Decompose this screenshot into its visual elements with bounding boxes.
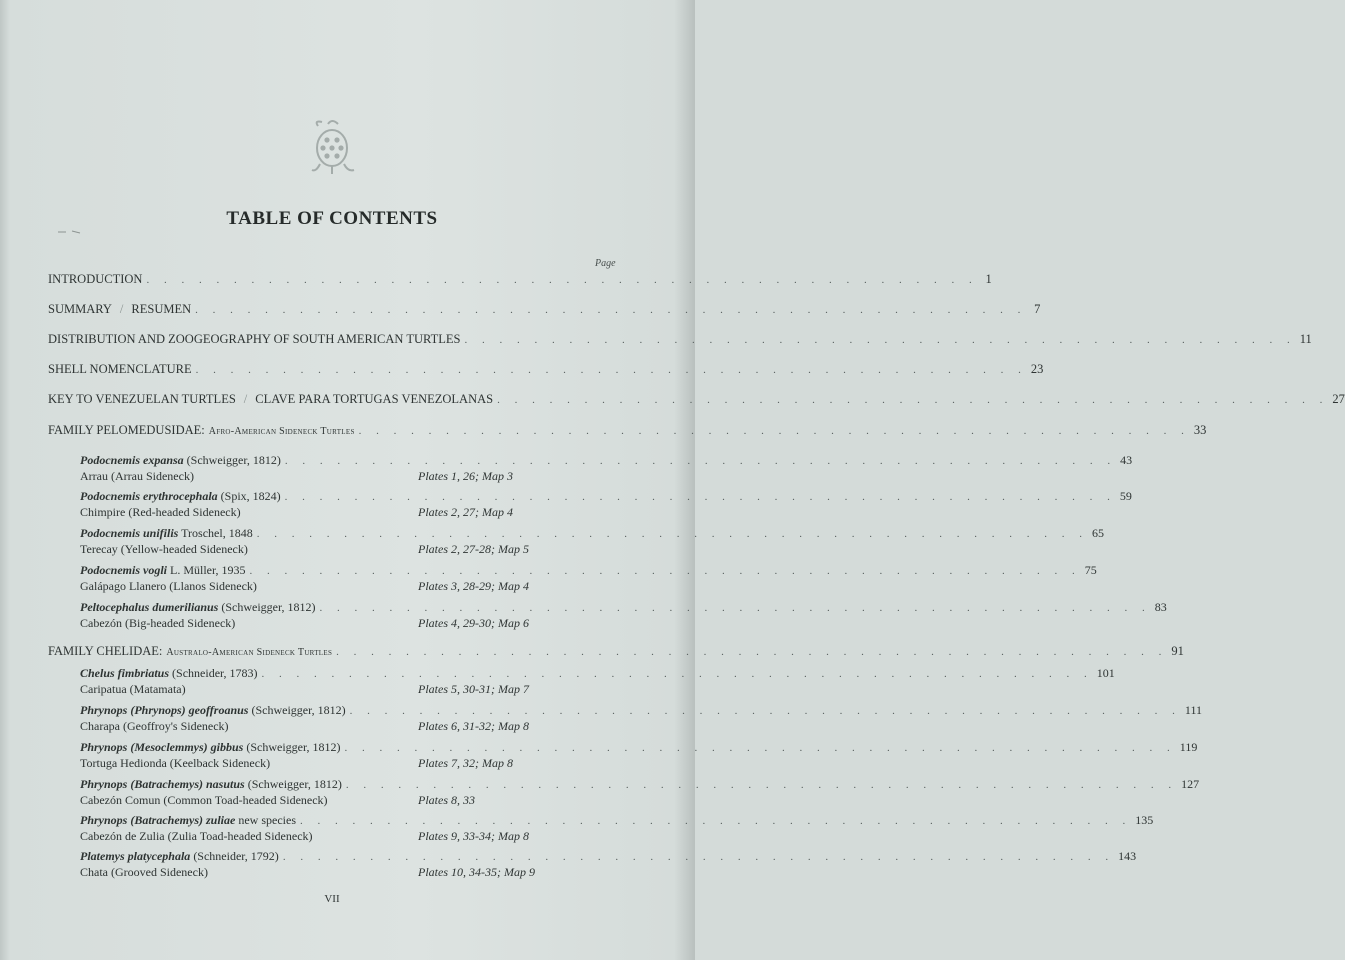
toc-label-secondary: RESUMEN xyxy=(131,302,192,316)
common-name: Terecay (Yellow-headed Sideneck) xyxy=(80,542,248,556)
plates-ref: Plates 10, 34-35; Map 9 xyxy=(418,865,535,879)
dot-leader: . . . . . . . . . . . . . . . . . . . . . . . . . . . . . . . . . . . . . . . . . . . . . . . . xyxy=(195,364,1027,376)
toc-page-number: 143 xyxy=(1118,849,1137,863)
plates-ref: Plates 4, 29-30; Map 6 xyxy=(418,616,529,630)
toc-label: DISTRIBUTION AND ZOOGEOGRAPHY OF SOUTH AMERICAN TURTLES xyxy=(48,332,461,346)
species-entry[interactable] xyxy=(80,489,1132,521)
separator: / xyxy=(119,302,124,316)
toc-row-distribution[interactable] xyxy=(48,332,1312,350)
species-author: (Schweigger, 1812) xyxy=(251,703,346,717)
toc-row-introduction[interactable] xyxy=(48,272,992,290)
toc-row-summary[interactable] xyxy=(48,302,1041,320)
page-column-header: Page xyxy=(595,258,616,269)
common-name: Cabezón Comun (Common Toad-headed Sideneck) xyxy=(80,793,328,807)
common-name: Cabezón de Zulia (Zulia Toad-headed Sideneck) xyxy=(80,829,313,843)
dot-leader: . . . . . . . . . . . . . . . . . . . . . . . . . . . . . . . . . . . . . . . . . . . . . . . . xyxy=(358,425,1190,437)
toc-page-number: 27 xyxy=(1332,392,1345,406)
species-entry[interactable] xyxy=(80,453,1133,485)
plates-ref: Plates 7, 32; Map 8 xyxy=(418,756,513,770)
dot-leader: . . . . . . . . . . . . . . . . . . . . . . . . . . . . . . . . . . . . . . . . . . . . . . . . xyxy=(464,334,1296,346)
dot-leader: . . . . . . . . . . . . . . . . . . . . . . . . . . . . . . . . . . . . . . . . . . . . . . . . xyxy=(195,304,1027,316)
dot-leader: . . . . . . . . . . . . . . . . . . . . . . . . . . . . . . . . . . . . . . . . . . . . . . . . xyxy=(284,491,1116,503)
toc-page-number: 43 xyxy=(1120,453,1133,467)
plates-ref: Plates 2, 27; Map 4 xyxy=(418,505,513,519)
toc-page-number: 23 xyxy=(1030,362,1044,376)
plates-ref: Plates 6, 31-32; Map 8 xyxy=(418,719,529,733)
toc-page-number: 127 xyxy=(1181,777,1200,791)
species-author: (Schneider, 1783) xyxy=(172,666,258,680)
species-name: Chelus fimbriatus xyxy=(80,666,170,680)
toc-page-number: 65 xyxy=(1091,526,1104,540)
species-entry[interactable] xyxy=(80,526,1104,558)
toc-page-number: 119 xyxy=(1179,740,1198,754)
species-author: (Spix, 1824) xyxy=(220,489,281,503)
dot-leader: . . . . . . . . . . . . . . . . . . . . . . . . . . . . . . . . . . . . . . . . . . . . . . . . xyxy=(282,851,1115,863)
plates-ref: Plates 3, 28-29; Map 4 xyxy=(418,579,529,593)
species-entry[interactable] xyxy=(80,740,1198,772)
toc-row-key[interactable] xyxy=(48,392,1345,410)
species-name: Peltocephalus dumerilianus xyxy=(80,600,219,614)
dot-leader: . . . . . . . . . . . . . . . . . . . . . . . . . . . . . . . . . . . . . . . . . . . . . . . . xyxy=(349,705,1181,717)
toc-page-number: 101 xyxy=(1096,666,1115,680)
species-name: Phrynops (Batrachemys) nasutus xyxy=(80,777,245,791)
dot-leader: . . . . . . . . . . . . . . . . . . . . . . . . . . . . . . . . . . . . . . . . . . . . . . . . xyxy=(344,742,1176,754)
species-entry[interactable] xyxy=(80,666,1115,698)
toc-page-number: 7 xyxy=(1034,302,1041,316)
plates-ref: Plates 2, 27-28; Map 5 xyxy=(418,542,529,556)
species-author: (Schweigger, 1812) xyxy=(186,453,281,467)
toc-page-number: 135 xyxy=(1135,813,1154,827)
dot-leader: . . . . . . . . . . . . . . . . . . . . . . . . . . . . . . . . . . . . . . . . . . . . . . . . xyxy=(319,602,1151,614)
dot-leader: . . . . . . . . . . . . . . . . . . . . . . . . . . . . . . . . . . . . . . . . . . . . . . . . xyxy=(300,815,1132,827)
common-name: Tortuga Hedionda (Keelback Sideneck) xyxy=(80,756,271,770)
common-name: Galápago Llanero (Llanos Sideneck) xyxy=(80,579,257,593)
species-name: Phrynops (Phrynops) geoffroanus xyxy=(80,703,249,717)
toc-label: FAMILY PELOMEDUSIDAE: xyxy=(48,423,205,437)
toc-page-number: 111 xyxy=(1184,703,1202,717)
toc-row-family-pelomedusidae[interactable] xyxy=(48,423,1207,441)
family-subtitle: Australo-American Sideneck Turtles xyxy=(166,647,333,658)
toc-page-number: 1 xyxy=(985,272,992,286)
species-name: Phrynops (Batrachemys) zuliae xyxy=(80,813,236,827)
plates-ref: Plates 5, 30-31; Map 7 xyxy=(418,682,529,696)
separator: / xyxy=(243,392,248,406)
pencil-mark xyxy=(58,230,84,234)
toc-label: SHELL NOMENCLATURE xyxy=(48,362,192,376)
species-author: (Schweigger, 1812) xyxy=(221,600,316,614)
toc-label: FAMILY CHELIDAE: xyxy=(48,644,163,658)
plates-ref: Plates 9, 33-34; Map 8 xyxy=(418,829,529,843)
common-name: Chata (Grooved Sideneck) xyxy=(80,865,208,879)
species-entry[interactable] xyxy=(80,813,1154,845)
species-entry[interactable] xyxy=(80,777,1200,809)
family-subtitle: Afro-American Sideneck Turtles xyxy=(208,426,355,437)
species-entry[interactable] xyxy=(80,563,1097,595)
dot-leader: . . . . . . . . . . . . . . . . . . . . . . . . . . . . . . . . . . . . . . . . . . . . . . . . xyxy=(249,565,1081,577)
species-name: Phrynops (Mesoclemmys) gibbus xyxy=(80,740,244,754)
common-name: Chimpire (Red-headed Sideneck) xyxy=(80,505,241,519)
species-author: (Schneider, 1792) xyxy=(193,849,279,863)
species-name: Podocnemis expansa xyxy=(80,453,184,467)
turtle-emblem-icon xyxy=(308,118,356,176)
common-name: Cabezón (Big-headed Sideneck) xyxy=(80,616,236,630)
page-folio: VII xyxy=(324,893,340,905)
dot-leader: . . . . . . . . . . . . . . . . . . . . . . . . . . . . . . . . . . . . . . . . . . . . . . . . xyxy=(261,668,1093,680)
toc-label: KEY TO VENEZUELAN TURTLES xyxy=(48,392,236,406)
dot-leader: . . . . . . . . . . . . . . . . . . . . . . . . . . . . . . . . . . . . . . . . . . . . . . . . xyxy=(256,528,1088,540)
toc-row-family-chelidae[interactable] xyxy=(48,644,1184,662)
toc-label-secondary: CLAVE PARA TORTUGAS VENEZOLANAS xyxy=(255,392,494,406)
plates-ref: Plates 8, 33 xyxy=(418,793,475,807)
species-entry[interactable] xyxy=(80,600,1167,632)
toc-row-shell-nomenclature[interactable] xyxy=(48,362,1044,380)
page-title: TABLE OF CONTENTS xyxy=(226,208,438,229)
species-author: L. Müller, 1935 xyxy=(170,563,246,577)
common-name: Arrau (Arrau Sideneck) xyxy=(80,469,194,483)
common-name: Caripatua (Matamata) xyxy=(80,682,186,696)
toc-page-number: 75 xyxy=(1084,563,1097,577)
species-author: new species xyxy=(238,813,296,827)
species-author: (Schweigger, 1812) xyxy=(247,777,342,791)
plates-ref: Plates 1, 26; Map 3 xyxy=(418,469,513,483)
species-entry[interactable] xyxy=(80,703,1202,735)
common-name: Charapa (Geoffroy's Sideneck) xyxy=(80,719,229,733)
toc-page-number: 33 xyxy=(1193,423,1207,437)
species-name: Podocnemis vogli xyxy=(80,563,167,577)
species-author: (Schweigger, 1812) xyxy=(246,740,341,754)
toc-label: SUMMARY xyxy=(48,302,112,316)
species-name: Podocnemis erythrocephala xyxy=(80,489,218,503)
dot-leader: . . . . . . . . . . . . . . . . . . . . . . . . . . . . . . . . . . . . . . . . . . . . . . . . xyxy=(497,394,1329,406)
toc-page-number: 11 xyxy=(1299,332,1312,346)
dot-leader: . . . . . . . . . . . . . . . . . . . . . . . . . . . . . . . . . . . . . . . . . . . . . . . . xyxy=(146,274,978,286)
species-author: Troschel, 1848 xyxy=(181,526,253,540)
dot-leader: . . . . . . . . . . . . . . . . . . . . . . . . . . . . . . . . . . . . . . . . . . . . . . . . xyxy=(284,455,1117,467)
dot-leader: . . . . . . . . . . . . . . . . . . . . . . . . . . . . . . . . . . . . . . . . . . . . . . . . xyxy=(345,779,1178,791)
dot-leader: . . . . . . . . . . . . . . . . . . . . . . . . . . . . . . . . . . . . . . . . . . . . . . . . xyxy=(336,646,1168,658)
toc-label: INTRODUCTION xyxy=(48,272,143,286)
toc-page-number: 91 xyxy=(1171,644,1184,658)
toc-page-number: 59 xyxy=(1119,489,1132,503)
species-name: Platemys platycephala xyxy=(80,849,191,863)
species-name: Podocnemis unifilis xyxy=(80,526,179,540)
toc-page-number: 83 xyxy=(1154,600,1167,614)
species-entry[interactable] xyxy=(80,849,1137,881)
